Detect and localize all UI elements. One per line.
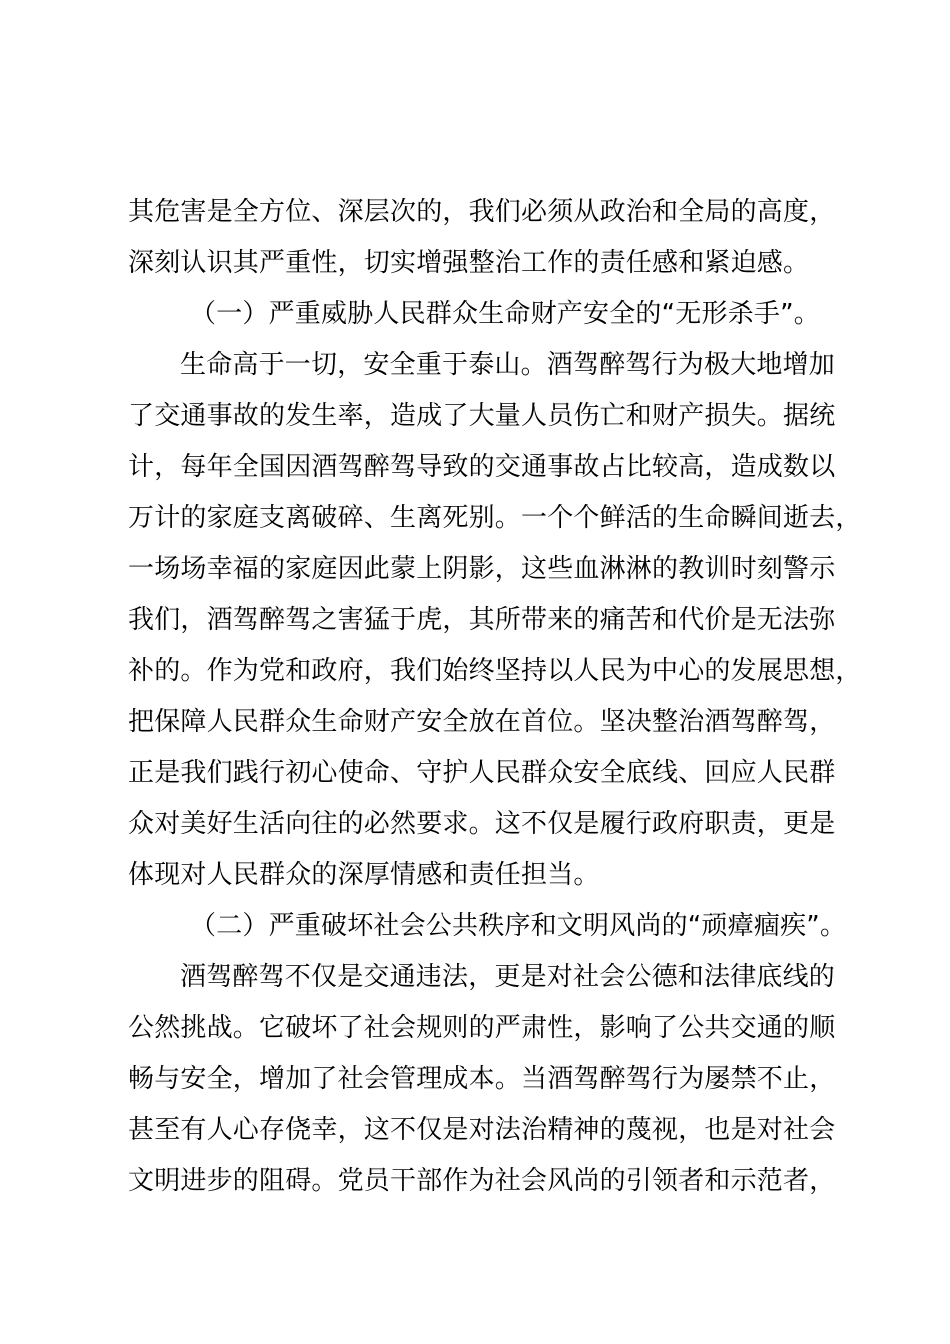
- text-line: 文明进步的阻碍。党员干部作为社会风尚的引领者和示范者，: [128, 1166, 836, 1196]
- text-line: 了交通事故的发生率，造成了大量人员伤亡和财产损失。据统: [128, 401, 836, 431]
- text-line: 一场场幸福的家庭因此蒙上阴影，这些血淋淋的教训时刻警示: [128, 554, 836, 584]
- text-line: 畅与安全，增加了社会管理成本。当酒驾醉驾行为屡禁不止，: [128, 1064, 836, 1094]
- paragraph-start: 酒驾醉驾不仅是交通违法，更是对社会公德和法律底线的: [180, 962, 836, 992]
- text-line: 甚至有人心存侥幸，这不仅是对法治精神的蔑视，也是对社会: [128, 1115, 836, 1145]
- section-heading: （二）严重破坏社会公共秩序和文明风尚的“顽瘴痼疾”。: [190, 911, 847, 941]
- text-line: 众对美好生活向往的必然要求。这不仅是履行政府职责，更是: [128, 809, 836, 839]
- text-line: 补的。作为党和政府，我们始终坚持以人民为中心的发展思想，: [128, 656, 862, 686]
- text-line: 万计的家庭支离破碎、生离死别。一个个鲜活的生命瞬间逝去，: [128, 503, 862, 533]
- text-line: 公然挑战。它破坏了社会规则的严肃性，影响了公共交通的顺: [128, 1013, 836, 1043]
- text-line: 体现对人民群众的深厚情感和责任担当。: [128, 860, 600, 890]
- text-line: 我们，酒驾醉驾之害猛于虎，其所带来的痛苦和代价是无法弥: [128, 605, 836, 635]
- paragraph-start: 生命高于一切，安全重于泰山。酒驾醉驾行为极大地增加: [180, 350, 836, 380]
- text-line: 正是我们践行初心使命、守护人民群众安全底线、回应人民群: [128, 758, 836, 788]
- text-line: 其危害是全方位、深层次的，我们必须从政治和全局的高度，: [128, 197, 836, 227]
- text-line: 深刻认识其严重性，切实增强整治工作的责任感和紧迫感。: [128, 248, 810, 278]
- section-heading: （一）严重威胁人民群众生命财产安全的“无形杀手”。: [190, 299, 820, 329]
- text-line: 计，每年全国因酒驾醉驾导致的交通事故占比较高，造成数以: [128, 452, 836, 482]
- text-line: 把保障人民群众生命财产安全放在首位。坚决整治酒驾醉驾，: [128, 707, 836, 737]
